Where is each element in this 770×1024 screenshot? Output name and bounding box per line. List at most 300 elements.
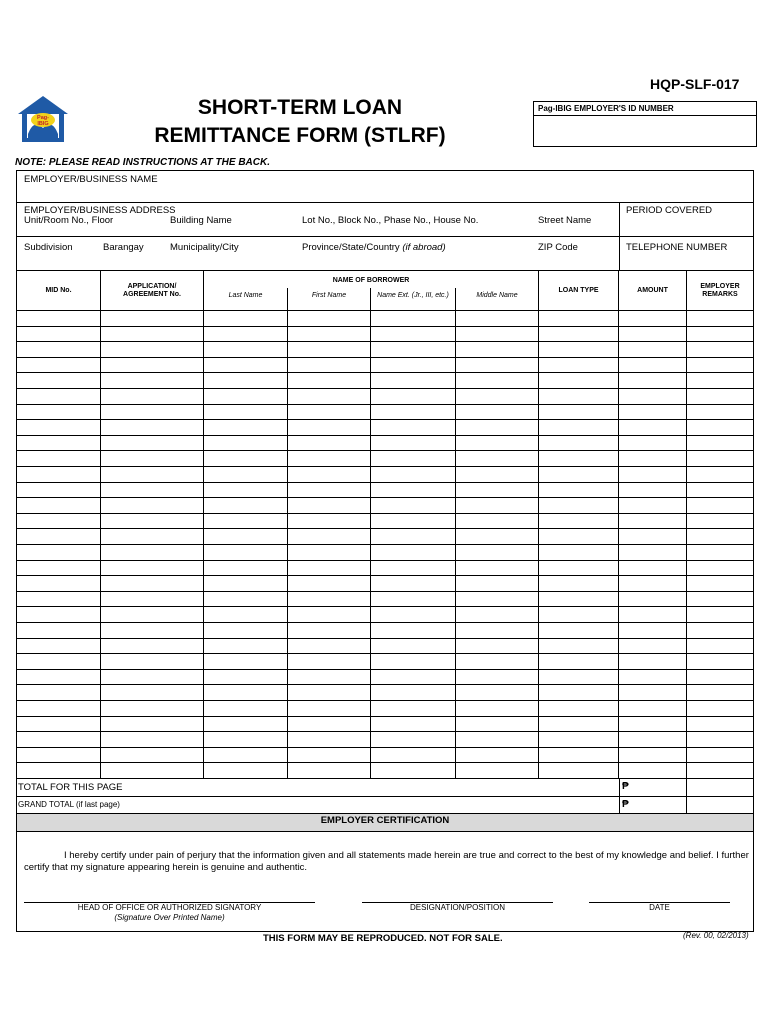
table-cell[interactable] bbox=[687, 342, 754, 357]
table-cell[interactable] bbox=[619, 467, 686, 482]
table-cell[interactable] bbox=[456, 732, 538, 747]
province-label-note: (if abroad) bbox=[402, 242, 446, 253]
table-cell[interactable] bbox=[288, 327, 370, 342]
table-cell[interactable] bbox=[456, 763, 538, 778]
table-cell[interactable] bbox=[456, 561, 538, 576]
table-cell[interactable] bbox=[456, 514, 538, 529]
table-cell[interactable] bbox=[687, 436, 754, 451]
table-cell[interactable] bbox=[619, 342, 686, 357]
table-cell[interactable] bbox=[456, 389, 538, 404]
table-cell[interactable] bbox=[371, 514, 455, 529]
table-cell[interactable] bbox=[456, 420, 538, 435]
table-cell[interactable] bbox=[687, 467, 754, 482]
table-cell[interactable] bbox=[456, 576, 538, 591]
table-cell[interactable] bbox=[619, 717, 686, 732]
table-cell[interactable] bbox=[619, 451, 686, 466]
table-cell[interactable] bbox=[371, 685, 455, 700]
table-cell[interactable] bbox=[371, 498, 455, 513]
table-cell[interactable] bbox=[288, 592, 370, 607]
signature-field[interactable] bbox=[24, 880, 315, 902]
table-cell[interactable] bbox=[687, 639, 754, 654]
table-cell[interactable] bbox=[371, 732, 455, 747]
table-cell[interactable] bbox=[288, 436, 370, 451]
table-cell[interactable] bbox=[101, 420, 203, 435]
table-cell[interactable] bbox=[687, 529, 754, 544]
table-cell[interactable] bbox=[101, 654, 203, 669]
table-cell[interactable] bbox=[101, 685, 203, 700]
table-cell[interactable] bbox=[619, 389, 686, 404]
zip-label: ZIP Code bbox=[538, 242, 578, 253]
lot-label: Lot No., Block No., Phase No., House No. bbox=[302, 215, 479, 226]
table-cell[interactable] bbox=[288, 732, 370, 747]
table-cell[interactable] bbox=[619, 405, 686, 420]
table-cell[interactable] bbox=[456, 529, 538, 544]
table-cell[interactable] bbox=[288, 358, 370, 373]
table-cell[interactable] bbox=[619, 654, 686, 669]
table-cell[interactable] bbox=[539, 701, 618, 716]
table-cell[interactable] bbox=[101, 763, 203, 778]
col-middle-name: Middle Name bbox=[476, 292, 518, 299]
instructions-note: NOTE: PLEASE READ INSTRUCTIONS AT THE BACK. bbox=[15, 157, 271, 168]
table-cell[interactable] bbox=[288, 670, 370, 685]
table-cell[interactable] bbox=[371, 342, 455, 357]
table-cell[interactable] bbox=[17, 623, 100, 638]
table-cell[interactable] bbox=[288, 717, 370, 732]
table-cell[interactable] bbox=[288, 498, 370, 513]
table-cell[interactable] bbox=[539, 327, 618, 342]
table-cell[interactable] bbox=[539, 607, 618, 622]
col-first-name: First Name bbox=[311, 292, 347, 299]
table-cell[interactable] bbox=[101, 342, 203, 357]
table-cell[interactable] bbox=[687, 561, 754, 576]
divider bbox=[619, 778, 620, 813]
designation-field[interactable] bbox=[362, 880, 553, 902]
table-cell[interactable] bbox=[204, 311, 287, 326]
barangay-label: Barangay bbox=[103, 242, 144, 253]
table-cell[interactable] bbox=[539, 529, 618, 544]
table-cell[interactable] bbox=[687, 576, 754, 591]
table-cell[interactable] bbox=[204, 670, 287, 685]
table-cell[interactable] bbox=[101, 623, 203, 638]
table-cell[interactable] bbox=[17, 685, 100, 700]
table-cell[interactable] bbox=[17, 748, 100, 763]
table-cell[interactable] bbox=[101, 451, 203, 466]
table-cell[interactable] bbox=[456, 639, 538, 654]
table-cell[interactable] bbox=[539, 514, 618, 529]
table-cell[interactable] bbox=[17, 420, 100, 435]
table-cell[interactable] bbox=[456, 701, 538, 716]
table-cell[interactable] bbox=[456, 545, 538, 560]
signatory-label: HEAD OF OFFICE OR AUTHORIZED SIGNATORY bbox=[77, 903, 262, 912]
table-cell[interactable] bbox=[204, 717, 287, 732]
table-cell[interactable] bbox=[288, 451, 370, 466]
table-cell[interactable] bbox=[371, 561, 455, 576]
table-cell[interactable] bbox=[204, 498, 287, 513]
table-cell[interactable] bbox=[101, 701, 203, 716]
table-cell[interactable] bbox=[204, 623, 287, 638]
table-cell[interactable] bbox=[204, 685, 287, 700]
table-cell[interactable] bbox=[687, 483, 754, 498]
table-cell[interactable] bbox=[619, 327, 686, 342]
table-cell[interactable] bbox=[101, 389, 203, 404]
table-cell[interactable] bbox=[101, 327, 203, 342]
table-cell[interactable] bbox=[17, 592, 100, 607]
divider bbox=[686, 778, 687, 813]
table-cell[interactable] bbox=[371, 607, 455, 622]
table-cell[interactable] bbox=[204, 748, 287, 763]
table-cell[interactable] bbox=[101, 405, 203, 420]
table-cell[interactable] bbox=[456, 436, 538, 451]
table-cell[interactable] bbox=[371, 436, 455, 451]
table-cell[interactable] bbox=[619, 529, 686, 544]
table-cell[interactable] bbox=[101, 436, 203, 451]
table-cell[interactable] bbox=[17, 576, 100, 591]
grand-total-amount-field[interactable] bbox=[630, 797, 686, 812]
table-cell[interactable] bbox=[204, 389, 287, 404]
table-cell[interactable] bbox=[371, 748, 455, 763]
table-cell[interactable] bbox=[687, 654, 754, 669]
table-cell[interactable] bbox=[539, 545, 618, 560]
table-cell[interactable] bbox=[619, 545, 686, 560]
table-cell[interactable] bbox=[687, 514, 754, 529]
table-cell[interactable] bbox=[101, 576, 203, 591]
table-cell[interactable] bbox=[687, 607, 754, 622]
table-cell[interactable] bbox=[288, 483, 370, 498]
table-cell[interactable] bbox=[619, 748, 686, 763]
table-cell[interactable] bbox=[539, 670, 618, 685]
table-cell[interactable] bbox=[101, 545, 203, 560]
table-cell[interactable] bbox=[288, 701, 370, 716]
table-cell[interactable] bbox=[371, 358, 455, 373]
period-covered-field[interactable] bbox=[620, 216, 753, 236]
table-cell[interactable] bbox=[17, 545, 100, 560]
table-cell[interactable] bbox=[371, 670, 455, 685]
employer-name-field[interactable] bbox=[17, 185, 753, 202]
table-cell[interactable] bbox=[687, 358, 754, 373]
table-cell[interactable] bbox=[371, 373, 455, 388]
table-cell[interactable] bbox=[371, 701, 455, 716]
table-cell[interactable] bbox=[204, 592, 287, 607]
table-cell[interactable] bbox=[101, 561, 203, 576]
table-cell[interactable] bbox=[101, 592, 203, 607]
table-cell[interactable] bbox=[204, 576, 287, 591]
table-cell[interactable] bbox=[101, 311, 203, 326]
table-cell[interactable] bbox=[687, 592, 754, 607]
table-cell[interactable] bbox=[619, 607, 686, 622]
table-cell[interactable] bbox=[619, 732, 686, 747]
table-cell[interactable] bbox=[371, 311, 455, 326]
table-cell[interactable] bbox=[17, 467, 100, 482]
table-cell[interactable] bbox=[539, 763, 618, 778]
table-cell[interactable] bbox=[687, 717, 754, 732]
table-cell[interactable] bbox=[456, 717, 538, 732]
table-cell[interactable] bbox=[204, 561, 287, 576]
table-cell[interactable] bbox=[204, 327, 287, 342]
table-cell[interactable] bbox=[288, 514, 370, 529]
table-cell[interactable] bbox=[17, 483, 100, 498]
table-cell[interactable] bbox=[17, 373, 100, 388]
table-cell[interactable] bbox=[288, 607, 370, 622]
table-cell[interactable] bbox=[288, 561, 370, 576]
table-cell[interactable] bbox=[539, 389, 618, 404]
table-cell[interactable] bbox=[619, 592, 686, 607]
table-cell[interactable] bbox=[539, 561, 618, 576]
table-cell[interactable] bbox=[619, 436, 686, 451]
table-cell[interactable] bbox=[288, 748, 370, 763]
date-field[interactable] bbox=[589, 880, 730, 902]
table-cell[interactable] bbox=[17, 732, 100, 747]
table-cell[interactable] bbox=[371, 483, 455, 498]
table-cell[interactable] bbox=[288, 545, 370, 560]
table-cell[interactable] bbox=[687, 373, 754, 388]
province-label-text: Province/State/Country bbox=[302, 242, 400, 253]
table-cell[interactable] bbox=[288, 311, 370, 326]
table-cell[interactable] bbox=[17, 514, 100, 529]
table-cell[interactable] bbox=[17, 639, 100, 654]
table-cell[interactable] bbox=[371, 763, 455, 778]
form-code: HQP-SLF-017 bbox=[650, 76, 740, 92]
table-cell[interactable] bbox=[619, 498, 686, 513]
table-cell[interactable] bbox=[288, 763, 370, 778]
table-cell[interactable] bbox=[619, 763, 686, 778]
table-cell[interactable] bbox=[371, 717, 455, 732]
table-cell[interactable] bbox=[17, 436, 100, 451]
table-cell[interactable] bbox=[17, 701, 100, 716]
svg-text:IBIG: IBIG bbox=[37, 121, 49, 127]
table-cell[interactable] bbox=[17, 654, 100, 669]
table-cell[interactable] bbox=[17, 670, 100, 685]
table-cell[interactable] bbox=[619, 670, 686, 685]
table-cell[interactable] bbox=[456, 342, 538, 357]
municipality-label: Municipality/City bbox=[170, 242, 239, 253]
table-cell[interactable] bbox=[204, 545, 287, 560]
col-remarks-line2: REMARKS bbox=[702, 291, 738, 298]
table-cell[interactable] bbox=[619, 514, 686, 529]
table-cell[interactable] bbox=[539, 467, 618, 482]
table-cell[interactable] bbox=[456, 670, 538, 685]
table-cell[interactable] bbox=[101, 748, 203, 763]
table-cell[interactable] bbox=[371, 451, 455, 466]
table-cell[interactable] bbox=[288, 342, 370, 357]
table-cell[interactable] bbox=[687, 420, 754, 435]
table-cell[interactable] bbox=[371, 467, 455, 482]
divider bbox=[533, 115, 756, 116]
table-cell[interactable] bbox=[204, 529, 287, 544]
table-cell[interactable] bbox=[539, 436, 618, 451]
table-cell[interactable] bbox=[371, 623, 455, 638]
table-cell[interactable] bbox=[371, 405, 455, 420]
form-title-line1: SHORT-TERM LOAN bbox=[197, 96, 403, 119]
table-cell[interactable] bbox=[204, 732, 287, 747]
table-cell[interactable] bbox=[288, 373, 370, 388]
table-cell[interactable] bbox=[619, 483, 686, 498]
table-cell[interactable] bbox=[101, 717, 203, 732]
table-cell[interactable] bbox=[539, 498, 618, 513]
table-cell[interactable] bbox=[539, 483, 618, 498]
table-cell[interactable] bbox=[539, 592, 618, 607]
table-cell[interactable] bbox=[539, 311, 618, 326]
table-cell[interactable] bbox=[204, 451, 287, 466]
table-cell[interactable] bbox=[456, 498, 538, 513]
table-cell[interactable] bbox=[371, 389, 455, 404]
peso-sign: ₱ bbox=[622, 781, 629, 792]
table-cell[interactable] bbox=[101, 373, 203, 388]
table-cell[interactable] bbox=[17, 405, 100, 420]
table-cell[interactable] bbox=[288, 389, 370, 404]
table-cell[interactable] bbox=[687, 701, 754, 716]
table-cell[interactable] bbox=[101, 529, 203, 544]
table-cell[interactable] bbox=[371, 639, 455, 654]
table-cell[interactable] bbox=[687, 685, 754, 700]
table-cell[interactable] bbox=[288, 576, 370, 591]
table-cell[interactable] bbox=[17, 561, 100, 576]
table-cell[interactable] bbox=[371, 654, 455, 669]
table-cell[interactable] bbox=[687, 670, 754, 685]
table-cell[interactable] bbox=[101, 732, 203, 747]
table-cell[interactable] bbox=[371, 327, 455, 342]
table-cell[interactable] bbox=[17, 529, 100, 544]
table-cell[interactable] bbox=[619, 576, 686, 591]
table-cell[interactable] bbox=[539, 420, 618, 435]
table-cell[interactable] bbox=[17, 389, 100, 404]
table-cell[interactable] bbox=[687, 389, 754, 404]
table-cell[interactable] bbox=[288, 685, 370, 700]
table-cell[interactable] bbox=[371, 529, 455, 544]
table-cell[interactable] bbox=[456, 592, 538, 607]
table-cell[interactable] bbox=[101, 639, 203, 654]
table-cell[interactable] bbox=[619, 685, 686, 700]
table-cell[interactable] bbox=[204, 467, 287, 482]
table-cell[interactable] bbox=[101, 358, 203, 373]
table-cell[interactable] bbox=[619, 373, 686, 388]
table-cell[interactable] bbox=[101, 670, 203, 685]
table-cell[interactable] bbox=[288, 654, 370, 669]
table-cell[interactable] bbox=[17, 358, 100, 373]
table-cell[interactable] bbox=[17, 342, 100, 357]
street-label: Street Name bbox=[538, 215, 592, 226]
table-cell[interactable] bbox=[204, 639, 287, 654]
table-cell[interactable] bbox=[539, 748, 618, 763]
table-cell[interactable] bbox=[204, 514, 287, 529]
table-cell[interactable] bbox=[371, 576, 455, 591]
table-cell[interactable] bbox=[288, 420, 370, 435]
table-cell[interactable] bbox=[204, 607, 287, 622]
table-cell[interactable] bbox=[539, 342, 618, 357]
table-cell[interactable] bbox=[17, 763, 100, 778]
table-cell[interactable] bbox=[539, 358, 618, 373]
table-cell[interactable] bbox=[619, 701, 686, 716]
table-cell[interactable] bbox=[687, 763, 754, 778]
table-cell[interactable] bbox=[17, 717, 100, 732]
table-cell[interactable] bbox=[204, 436, 287, 451]
table-cell[interactable] bbox=[619, 561, 686, 576]
table-cell[interactable] bbox=[371, 420, 455, 435]
table-cell[interactable] bbox=[101, 483, 203, 498]
table-cell[interactable] bbox=[204, 654, 287, 669]
table-cell[interactable] bbox=[101, 514, 203, 529]
table-cell[interactable] bbox=[288, 405, 370, 420]
table-cell[interactable] bbox=[204, 701, 287, 716]
table-cell[interactable] bbox=[539, 623, 618, 638]
table-cell[interactable] bbox=[687, 748, 754, 763]
table-cell[interactable] bbox=[456, 358, 538, 373]
table-cell[interactable] bbox=[456, 748, 538, 763]
table-cell[interactable] bbox=[619, 311, 686, 326]
table-cell[interactable] bbox=[539, 717, 618, 732]
table-cell[interactable] bbox=[17, 498, 100, 513]
table-cell[interactable] bbox=[456, 373, 538, 388]
table-cell[interactable] bbox=[17, 327, 100, 342]
table-cell[interactable] bbox=[687, 498, 754, 513]
table-cell[interactable] bbox=[539, 639, 618, 654]
table-cell[interactable] bbox=[288, 623, 370, 638]
table-cell[interactable] bbox=[619, 358, 686, 373]
table-cell[interactable] bbox=[539, 576, 618, 591]
page-total-label: TOTAL FOR THIS PAGE bbox=[18, 782, 123, 793]
table-cell[interactable] bbox=[456, 483, 538, 498]
col-app-line2: AGREEMENT No. bbox=[123, 291, 181, 298]
table-cell[interactable] bbox=[204, 358, 287, 373]
table-cell[interactable] bbox=[687, 623, 754, 638]
table-cell[interactable] bbox=[204, 405, 287, 420]
col-last-name: Last Name bbox=[228, 292, 263, 299]
table-cell[interactable] bbox=[456, 467, 538, 482]
table-cell[interactable] bbox=[456, 685, 538, 700]
table-cell[interactable] bbox=[456, 623, 538, 638]
table-cell[interactable] bbox=[288, 467, 370, 482]
table-cell[interactable] bbox=[687, 311, 754, 326]
table-cell[interactable] bbox=[456, 451, 538, 466]
table-cell[interactable] bbox=[17, 451, 100, 466]
table-cell[interactable] bbox=[288, 639, 370, 654]
table-cell[interactable] bbox=[619, 420, 686, 435]
table-cell[interactable] bbox=[539, 405, 618, 420]
table-cell[interactable] bbox=[687, 327, 754, 342]
table-cell[interactable] bbox=[204, 763, 287, 778]
table-cell[interactable] bbox=[539, 373, 618, 388]
table-cell[interactable] bbox=[456, 311, 538, 326]
table-cell[interactable] bbox=[371, 545, 455, 560]
table-cell[interactable] bbox=[288, 529, 370, 544]
table-cell[interactable] bbox=[101, 467, 203, 482]
table-cell[interactable] bbox=[456, 405, 538, 420]
table-cell[interactable] bbox=[687, 545, 754, 560]
table-cell[interactable] bbox=[17, 311, 100, 326]
table-cell[interactable] bbox=[371, 592, 455, 607]
table-cell[interactable] bbox=[204, 373, 287, 388]
table-cell[interactable] bbox=[619, 639, 686, 654]
table-cell[interactable] bbox=[619, 623, 686, 638]
table-cell[interactable] bbox=[687, 732, 754, 747]
table-cell[interactable] bbox=[456, 607, 538, 622]
page-total-amount-field[interactable] bbox=[630, 779, 686, 795]
table-cell[interactable] bbox=[17, 607, 100, 622]
table-cell[interactable] bbox=[101, 498, 203, 513]
table-cell[interactable] bbox=[101, 607, 203, 622]
period-covered-label: PERIOD COVERED bbox=[626, 205, 713, 216]
table-cell[interactable] bbox=[539, 451, 618, 466]
table-cell[interactable] bbox=[204, 483, 287, 498]
table-cell[interactable] bbox=[456, 327, 538, 342]
table-cell[interactable] bbox=[539, 685, 618, 700]
table-cell[interactable] bbox=[204, 420, 287, 435]
table-cell[interactable] bbox=[539, 654, 618, 669]
table-cell[interactable] bbox=[204, 342, 287, 357]
table-cell[interactable] bbox=[687, 451, 754, 466]
table-cell[interactable] bbox=[539, 732, 618, 747]
table-cell[interactable] bbox=[687, 405, 754, 420]
table-cell[interactable] bbox=[456, 654, 538, 669]
